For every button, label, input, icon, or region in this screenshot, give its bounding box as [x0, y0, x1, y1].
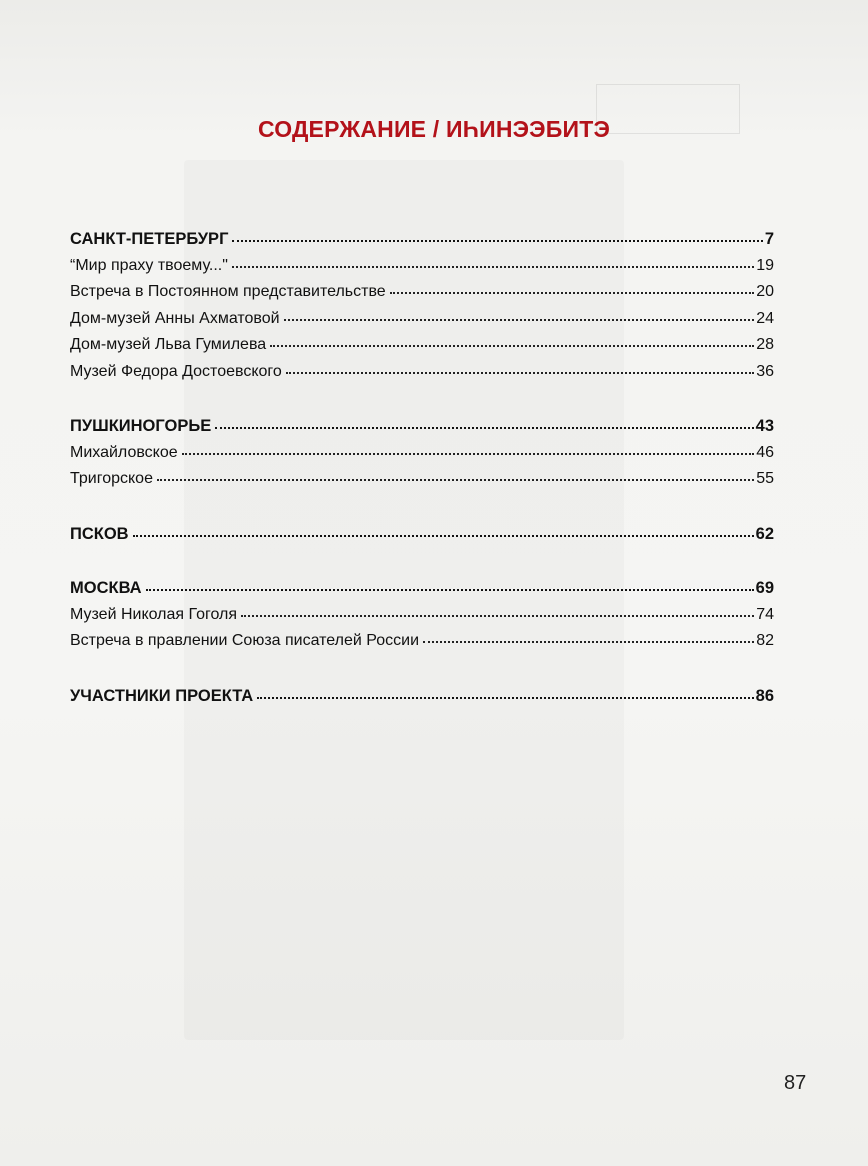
- toc-heading-page: 86: [755, 686, 774, 705]
- toc-section-heading: [70, 683, 774, 710]
- toc-leader-dots: [157, 467, 754, 481]
- toc-entry-page: 55: [756, 470, 774, 487]
- section-spacer: [70, 493, 774, 521]
- page-number: 87: [784, 1072, 807, 1094]
- toc-entry-label: Дом-музей Анны Ахматовой: [70, 309, 280, 327]
- toc-entry: [70, 253, 774, 280]
- page-title: СОДЕРЖАНИЕ / ИҺИНЭЭБИТЭ: [257, 116, 611, 142]
- section-spacer: [70, 547, 774, 575]
- toc-leader-dots: [284, 307, 755, 321]
- toc-leader-dots: [146, 577, 754, 591]
- toc-entry-label: Музей Николая Гоголя: [70, 605, 238, 623]
- toc-entry-label: “Мир праху твоему...": [70, 256, 228, 274]
- toc-leader-dots: [133, 523, 754, 537]
- toc-entry-page: 46: [756, 443, 774, 461]
- toc-entry-page: 28: [756, 336, 774, 353]
- toc-entry-label: Встреча в правлении Союза писателей России: [70, 632, 420, 649]
- toc-entry-label: Музей Федора Достоевского: [70, 362, 282, 380]
- toc-heading-label: ПУШКИНОГОРЬЕ: [70, 417, 212, 435]
- toc-leader-dots: [423, 629, 754, 643]
- toc-heading-label: САНКТ-ПЕТЕРБУРГ: [70, 230, 229, 248]
- toc-heading-page: 7: [764, 230, 774, 248]
- toc-entry: [70, 628, 774, 655]
- toc-section-heading: [70, 521, 774, 548]
- toc-leader-dots: [215, 415, 753, 429]
- toc-section-heading: [70, 226, 774, 253]
- toc-entry: [70, 359, 774, 386]
- toc-heading-label: УЧАСТНИКИ ПРОЕКТА: [70, 686, 254, 705]
- toc-entry-page: 82: [756, 632, 774, 649]
- toc-entry: [70, 279, 774, 306]
- toc-leader-dots: [182, 441, 755, 455]
- toc-heading-page: 69: [755, 579, 774, 597]
- toc-heading-label: МОСКВА: [70, 579, 142, 597]
- toc-entry-page: 36: [756, 362, 774, 380]
- toc-leader-dots: [257, 685, 753, 699]
- toc-leader-dots: [270, 333, 754, 347]
- toc-leader-dots: [286, 360, 754, 374]
- toc-leader-dots: [232, 254, 754, 268]
- toc-section-heading: [70, 413, 774, 440]
- toc-entry-page: 20: [756, 283, 774, 300]
- toc-heading-label: ПСКОВ: [70, 524, 129, 543]
- toc-entry: [70, 466, 774, 493]
- toc-heading-page: 62: [755, 524, 774, 543]
- toc-leader-dots: [241, 603, 754, 617]
- toc-heading-page: 43: [755, 417, 774, 435]
- toc-entry: [70, 440, 774, 467]
- toc-entry: [70, 332, 774, 359]
- toc-entry: [70, 306, 774, 333]
- toc-entry-page: 19: [756, 256, 774, 274]
- section-spacer: [70, 655, 774, 683]
- toc-entry-label: Тригорское: [70, 470, 153, 487]
- toc-entry-label: Дом-музей Льва Гумилева: [70, 336, 267, 353]
- toc-section-heading: [70, 575, 774, 602]
- toc-entry: [70, 602, 774, 629]
- toc-entry-label: Михайловское: [70, 443, 178, 461]
- toc-leader-dots: [232, 228, 762, 242]
- table-of-contents: [70, 226, 774, 709]
- toc-leader-dots: [390, 280, 755, 294]
- section-spacer: [70, 385, 774, 413]
- toc-entry-label: Встреча в Постоянном представительстве: [70, 283, 386, 300]
- toc-entry-page: 74: [756, 605, 774, 623]
- toc-entry-page: 24: [756, 309, 774, 327]
